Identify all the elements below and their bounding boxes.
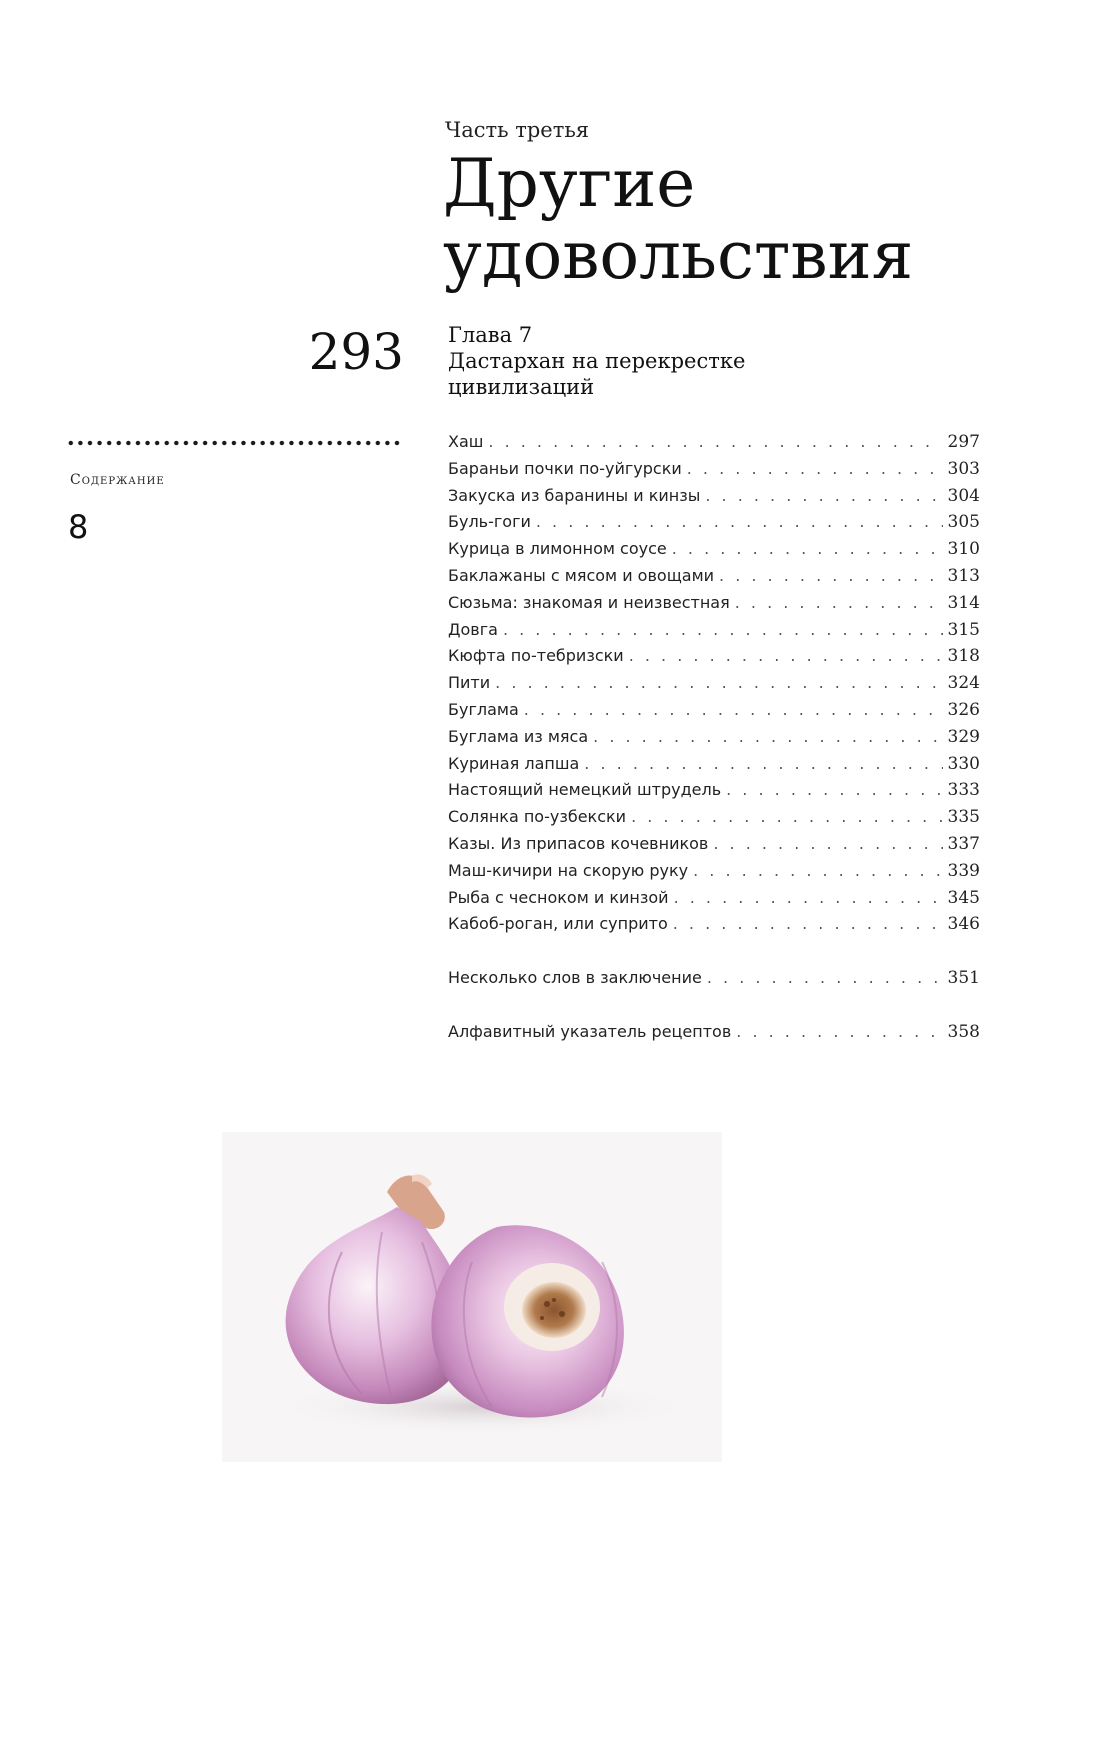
toc-leader (713, 834, 942, 853)
toc-entry-page: 358 (947, 1021, 980, 1042)
toc-entry-title: Буглама из мяса (448, 726, 589, 746)
toc-leader (673, 914, 943, 933)
garlic-bulbs-icon (222, 1132, 722, 1462)
toc-leader (705, 486, 942, 505)
toc-entry-page: 329 (947, 726, 980, 747)
toc-leader (672, 539, 943, 558)
toc-entry-page: 304 (947, 485, 980, 506)
toc-entry-title: Казы. Из припасов кочевников (448, 833, 709, 853)
toc-entry[interactable] (448, 646, 980, 673)
toc-entry-title: Закуска из баранины и кинзы (448, 485, 701, 505)
toc-entry-title: Пити (448, 673, 491, 693)
part-title-line1: Другие (443, 145, 696, 222)
toc-entry-page: 351 (947, 968, 980, 989)
chapter-start-page: 293 (308, 323, 404, 381)
toc-entry-page: 314 (947, 592, 980, 613)
toc-entry-page: 324 (947, 673, 980, 694)
toc-entry-page: 303 (947, 458, 980, 479)
toc-leader (631, 807, 942, 826)
toc-entry-title: Буль-гоги (448, 512, 531, 532)
toc-entry-title: Алфавитный указатель рецептов (448, 1021, 732, 1041)
toc-leader (736, 1022, 942, 1041)
toc-entry-page: 315 (947, 619, 980, 640)
part-title (443, 145, 914, 294)
toc-leader (503, 620, 943, 639)
toc-entry-page: 305 (947, 512, 980, 533)
toc-entry-page: 333 (947, 780, 980, 801)
page-number: 8 (68, 508, 89, 546)
toc-entry[interactable] (448, 700, 980, 727)
toc-entry[interactable] (448, 566, 980, 593)
toc-leader (735, 593, 943, 612)
toc-leader (719, 566, 943, 585)
toc-entry-page: 310 (947, 539, 980, 560)
toc-leader (495, 673, 942, 692)
toc-entry[interactable] (448, 673, 980, 700)
chapter-title-line2: цивилизаций (448, 375, 595, 399)
toc-entry-title: Буглама (448, 699, 519, 719)
toc-entry[interactable] (448, 754, 980, 781)
toc-leader (536, 512, 943, 531)
toc-entry[interactable] (448, 914, 980, 941)
section-label: Содержание (70, 472, 165, 488)
toc-entry-title: Кюфта по-тебризски (448, 646, 624, 666)
toc-entry-page: 297 (947, 432, 980, 452)
chapter-label: Глава 7 (448, 323, 533, 347)
toc-entry[interactable] (448, 861, 980, 888)
toc-entry[interactable] (448, 432, 980, 459)
toc-entry-title: Довга (448, 619, 498, 639)
toc-entry-page: 326 (947, 699, 980, 720)
toc-entry[interactable] (448, 539, 980, 566)
toc-entry[interactable] (448, 834, 980, 861)
toc-entry[interactable] (448, 620, 980, 647)
toc-entry-title: Куриная лапша (448, 753, 580, 773)
toc-entry[interactable] (448, 512, 980, 539)
toc-entry-title: Курица в лимонном соусе (448, 539, 667, 559)
toc-entry-conclusion[interactable] (448, 968, 980, 995)
toc-entry-page: 318 (947, 646, 980, 667)
toc-leader (524, 700, 943, 719)
chapter-title-line1: Дастархан на перекрестке (448, 349, 746, 373)
toc-entry-title: Баклажаны с мясом и овощами (448, 565, 715, 585)
toc-entry[interactable] (448, 593, 980, 620)
toc-entry-title: Солянка по-узбекски (448, 807, 627, 827)
toc-entry-title: Кабоб-роган, или суприто (448, 914, 668, 934)
table-of-contents (448, 432, 980, 1049)
toc-entry-title: Хаш (448, 432, 484, 451)
toc-entry-title: Настоящий немецкий штрудель (448, 780, 722, 800)
toc-leader (488, 432, 942, 451)
garlic-photo (222, 1132, 722, 1462)
toc-leader (593, 727, 942, 746)
toc-entry[interactable] (448, 888, 980, 915)
toc-entry-title: Рыба с чесноком и кинзой (448, 887, 669, 907)
toc-entry-page: 330 (947, 753, 980, 774)
dotted-divider (66, 440, 404, 446)
toc-entry-page: 346 (947, 914, 980, 935)
toc-leader (674, 888, 943, 907)
toc-entry-page: 345 (947, 887, 980, 908)
toc-entry[interactable] (448, 807, 980, 834)
toc-entry-page: 313 (947, 565, 980, 586)
toc-entry-page: 337 (947, 833, 980, 854)
toc-entry[interactable] (448, 727, 980, 754)
toc-entry-index[interactable] (448, 1022, 980, 1049)
part-title-line2: удовольствия (443, 217, 914, 294)
toc-entry-page: 335 (947, 807, 980, 828)
toc-entry-title: Сюзьма: знакомая и неизвестная (448, 592, 730, 612)
part-label: Часть третья (445, 118, 590, 142)
toc-entry-title: Маш-кичири на скорую руку (448, 860, 689, 880)
toc-leader (693, 861, 942, 880)
toc-entry[interactable] (448, 486, 980, 513)
toc-entry-title: Бараньи почки по-уйгурски (448, 458, 682, 478)
toc-entry[interactable] (448, 780, 980, 807)
toc-leader (726, 780, 942, 799)
toc-leader (687, 459, 943, 478)
toc-entry-page: 339 (947, 860, 980, 881)
chapter-heading (448, 322, 745, 400)
toc-entry-title: Несколько слов в заключение (448, 968, 702, 988)
toc-leader (629, 646, 943, 665)
toc-leader (584, 754, 942, 773)
toc-leader (707, 968, 943, 987)
toc-entry[interactable] (448, 459, 980, 486)
